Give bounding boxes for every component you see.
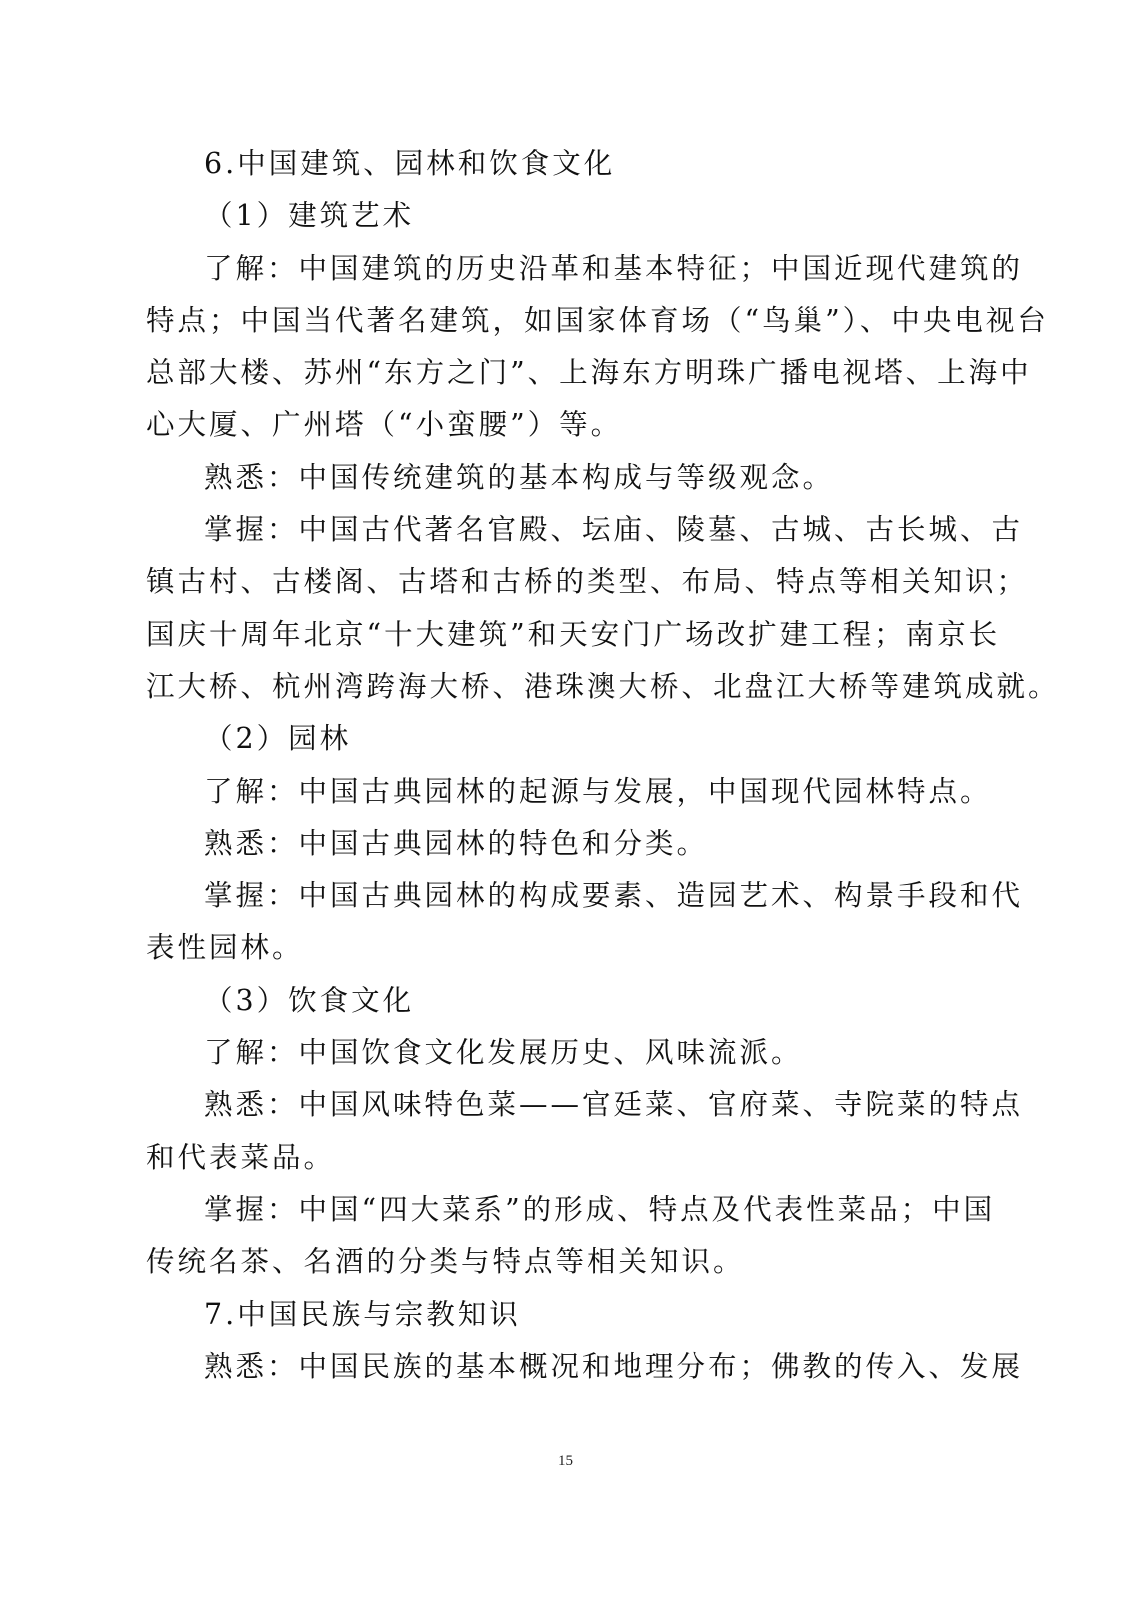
paragraph-line: 和代表菜品。 <box>146 1140 336 1174</box>
paragraph-line: 掌握：中国“四大菜系”的形成、特点及代表性菜品；中国 <box>204 1192 996 1226</box>
paragraph-line: 熟悉：中国民族的基本概况和地理分布；佛教的传入、发展 <box>204 1349 1024 1383</box>
paragraph-line: 熟悉：中国古典园林的特色和分类。 <box>204 826 709 860</box>
paragraph-line: 镇古村、古楼阁、古塔和古桥的类型、布局、特点等相关知识； <box>146 565 1029 599</box>
paragraph-line: 熟悉：中国风味特色菜——官廷菜、官府菜、寺院菜的特点 <box>204 1088 1024 1122</box>
subsection-heading-gardens: （2）园林 <box>204 722 352 756</box>
page-number: 15 <box>558 1453 573 1469</box>
body-text <box>146 138 1060 1393</box>
paragraph-line: 江大桥、杭州湾跨海大桥、港珠澳大桥、北盘江大桥等建筑成就。 <box>146 669 1060 703</box>
paragraph-line: 表性园林。 <box>146 931 304 965</box>
paragraph-line: 了解：中国古典园林的起源与发展，中国现代园林特点。 <box>204 774 992 808</box>
paragraph-line: 了解：中国建筑的历史沿革和基本特征；中国近现代建筑的 <box>204 251 1024 285</box>
paragraph-line: 熟悉：中国传统建筑的基本构成与等级观念。 <box>204 460 835 494</box>
subsection-heading-architecture: （1）建筑艺术 <box>204 199 415 233</box>
paragraph-line: 特点；中国当代著名建筑，如国家体育场（“鸟巢”）、中央电视台 <box>146 303 1049 337</box>
paragraph-line: 了解：中国饮食文化发展历史、风味流派。 <box>204 1036 803 1070</box>
section-heading-7: 7.中国民族与宗教知识 <box>204 1297 521 1331</box>
section-heading-6: 6.中国建筑、园林和饮食文化 <box>204 147 616 180</box>
subsection-heading-food-culture: （3）饮食文化 <box>204 983 415 1017</box>
paragraph-line: 掌握：中国古典园林的构成要素、造园艺术、构景手段和代 <box>204 879 1024 913</box>
paragraph-line: 掌握：中国古代著名官殿、坛庙、陵墓、古城、古长城、古 <box>204 513 1024 547</box>
paragraph-line: 总部大楼、苏州“东方之门”、上海东方明珠广播电视塔、上海中 <box>146 356 1032 390</box>
paragraph-line: 心大厦、广州塔（“小蛮腰”）等。 <box>146 408 623 442</box>
paragraph-line: 国庆十周年北京“十大建筑”和天安门广场改扩建工程；南京长 <box>146 617 1001 651</box>
paragraph-line: 传统名茶、名酒的分类与特点等相关知识。 <box>146 1245 745 1279</box>
